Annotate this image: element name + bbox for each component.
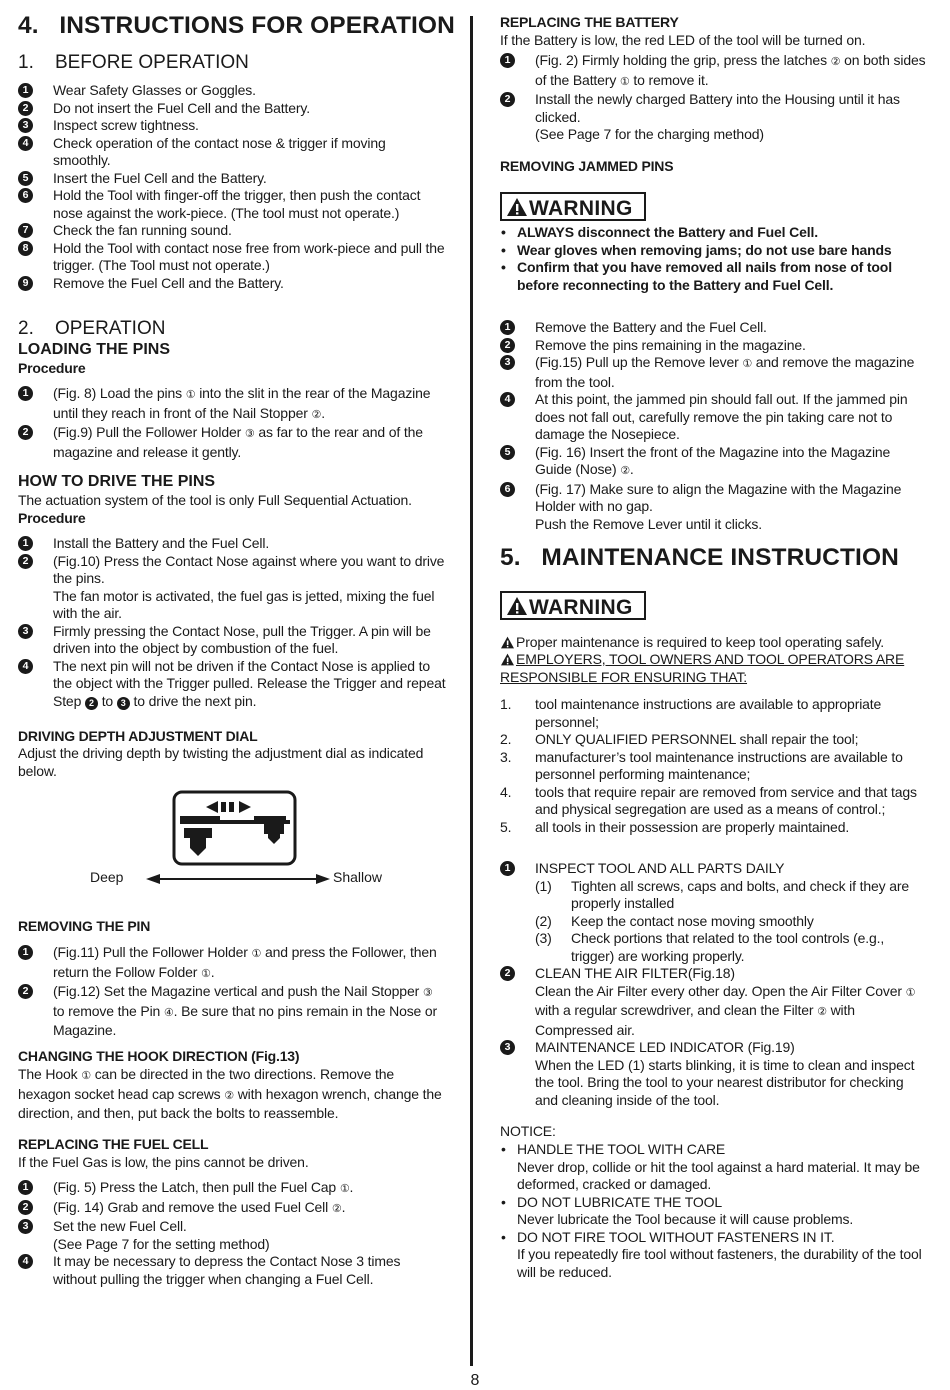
list-item: 1 Install the Battery and the Fuel Cell.	[18, 535, 446, 553]
list-item: 1 Wear Safety Glasses or Goggles.	[18, 82, 446, 100]
list-item: (2) Keep the contact nose moving smoothly	[535, 912, 814, 929]
battery-steps	[500, 52, 930, 144]
list-item: 2 (Fig.12) Set the Magazine vertical and push the Nail Stopper ③ to remove the Pin ④. Be sure that no pins remain in the Nose or Magazine.	[18, 983, 446, 1040]
battery-intro: If the Battery is low, the red LED of the tool will be turned on.	[500, 32, 866, 48]
maintenance-steps	[500, 860, 926, 1109]
section-5-title: 5. MAINTENANCE INSTRUCTION	[500, 544, 899, 571]
drive-intro: The actuation system of the tool is only Full Sequential Actuation.	[18, 492, 412, 508]
hook-direction-title: CHANGING THE HOOK DIRECTION (Fig.13)	[18, 1048, 300, 1064]
list-item: • Wear gloves when removing jams; do not use bare hands	[501, 241, 892, 258]
warning-triangle-icon	[506, 596, 528, 616]
depth-dial-text: Adjust the driving depth by twisting the adjustment dial as indicated below.	[18, 745, 424, 779]
shallow-label: Shallow	[333, 869, 383, 885]
jammed-pins-title: REMOVING JAMMED PINS	[500, 158, 674, 174]
list-item: 6 (Fig. 17) Make sure to align the Magazine with the Magazine Holder with no gap. Push the Remove Lever until it clicks.	[500, 481, 926, 534]
list-item: (3) Check portions that related to the tool controls (e.g., trigger) are working properly.	[535, 930, 885, 964]
list-item: 2 (Fig.9) Pull the Follower Holder ③ as far to the rear and of the magazine and release it gently.	[18, 424, 446, 461]
list-item: 2 (Fig.10) Press the Contact Nose against where you want to drive the pins. The fan motor is activated, the fuel gas is jetted, mixing the fuel with the air.	[18, 553, 446, 623]
list-item: 5. all tools in their possession are properly maintained.	[500, 818, 850, 835]
depth-dial-icon	[172, 790, 297, 866]
list-item: 2 CLEAN THE AIR FILTER(Fig.18) Clean the Air Filter every other day. Open the Air Filter Cover ① with a regular screwdriver, and clean the Filter ② with Compressed air.	[500, 965, 926, 1039]
fuel-cell-title: REPLACING THE FUEL CELL	[18, 1136, 209, 1152]
list-item: 6 Hold the Tool with finger-off the trigger, then push the contact nose against the work-piece. (The tool must not operate.)	[18, 187, 446, 222]
list-item: 1 Remove the Battery and the Fuel Cell.	[500, 319, 926, 337]
list-item: (1) Tighten all screws, caps and bolts, and check if they are properly installed	[535, 877, 909, 911]
deep-label: Deep	[90, 869, 124, 885]
loading-pins-title: LOADING THE PINS	[18, 341, 171, 358]
list-item: 1 INSPECT TOOL AND ALL PARTS DAILY (1) Tighten all screws, caps and bolts, and check if they are properly installed (2) Keep the contact nose moving smoothly (3) Check portions that related to the tool controls (e.g., trigger) are working properly.	[500, 860, 926, 965]
list-item: 5 (Fig. 16) Insert the front of the Magazine into the Magazine Guide (Nose) ②.	[500, 444, 926, 481]
removing-pin-title: REMOVING THE PIN	[18, 918, 151, 934]
warning-triangle-icon	[506, 197, 528, 217]
list-item: 1 (Fig. 8) Load the pins ① into the slit in the rear of the Magazine until they reach in front of the Nail Stopper ②.	[18, 385, 446, 424]
list-item: 3 (Fig.15) Pull up the Remove lever ① and remove the magazine from the tool.	[500, 354, 926, 391]
list-item: • HANDLE THE TOOL WITH CARE Never drop, collide or hit the tool against a hard material. It may be deformed, cracked or damaged.	[501, 1141, 920, 1192]
list-item: 2 Remove the pins remaining in the magazine.	[500, 337, 926, 355]
fuel-cell-steps	[18, 1179, 446, 1288]
column-divider	[470, 16, 473, 1366]
list-item: 1 (Fig. 2) Firmly holding the grip, press the latches ② on both sides of the Battery ① to remove it.	[500, 52, 930, 91]
drive-steps	[18, 535, 446, 710]
list-item: 5 Insert the Fuel Cell and the Battery.	[18, 170, 446, 188]
list-item: 9 Remove the Fuel Cell and the Battery.	[18, 275, 446, 293]
maintenance-warning-box: WARNING	[500, 591, 646, 620]
double-arrow-icon	[146, 872, 330, 886]
list-item: 3 Inspect screw tightness.	[18, 117, 446, 135]
list-item: 4 Check operation of the contact nose & trigger if moving smoothly.	[18, 135, 446, 170]
list-item: • DO NOT LUBRICATE THE TOOL Never lubricate the Tool because it will cause problems.	[501, 1193, 854, 1227]
list-item: 1 (Fig.11) Pull the Follower Holder ① and press the Follower, then return the Follow Folder ①.	[18, 944, 446, 983]
list-item: 2 Install the newly charged Battery into the Housing until it has clicked. (See Page 7 for the charging method)	[500, 91, 930, 144]
loading-steps	[18, 385, 446, 461]
list-item: 2 (Fig. 14) Grab and remove the used Fuel Cell ②.	[18, 1199, 446, 1219]
before-operation-steps	[18, 82, 446, 292]
hook-direction-text: The Hook ① can be directed in the two directions. Remove the hexagon socket head cap screws ② with hexagon wrench, change the direction, and then, put back the bolts to reassemble.	[18, 1066, 442, 1121]
warning-triangle-icon	[500, 653, 515, 666]
notice-list	[500, 1141, 926, 1281]
jammed-warning-list	[500, 224, 930, 294]
list-item: 2 Do not insert the Fuel Cell and the Battery.	[18, 100, 446, 118]
maintenance-line-2: EMPLOYERS, TOOL OWNERS AND TOOL OPERATORS ARE RESPONSIBLE FOR ENSURING THAT:	[500, 651, 905, 685]
maintenance-line-1: Proper maintenance is required to keep tool operating safely.	[500, 634, 940, 652]
list-item: 8 Hold the Tool with contact nose free from work-piece and pull the trigger. (The Tool must not operate.)	[18, 240, 446, 275]
list-item: • DO NOT FIRE TOOL WITHOUT FASTENERS IN IT. If you repeatedly fire tool without fasteners, the durability of the tool will be reduced.	[501, 1228, 922, 1280]
maintenance-responsibility-list	[500, 696, 926, 836]
list-item: 4 It may be necessary to depress the Contact Nose 3 times without pulling the trigger when changing a Fuel Cell.	[18, 1253, 446, 1288]
list-item: 1. tool maintenance instructions are available to appropriate personnel;	[500, 696, 882, 730]
drive-procedure-label: Procedure	[18, 510, 86, 526]
section-4-title: 4. INSTRUCTIONS FOR OPERATION	[18, 12, 455, 39]
inspection-sublist	[535, 878, 926, 966]
list-item: 3. manufacturer’s tool maintenance instructions are available to personnel performing maintenance;	[500, 748, 903, 782]
list-item: 3 Set the new Fuel Cell. (See Page 7 for the setting method)	[18, 1218, 446, 1253]
list-item: 4 The next pin will not be driven if the Contact Nose is applied to the object with the Trigger pulled. Release the Trigger and repeat Step 2 to 3 to drive the next pin.	[18, 658, 446, 711]
list-item: 3 Firmly pressing the Contact Nose, pull the Trigger. A pin will be driven into the object by combustion of the fuel.	[18, 623, 446, 658]
jammed-steps	[500, 319, 926, 533]
drive-pins-title: HOW TO DRIVE THE PINS	[18, 473, 216, 490]
list-item: 3 MAINTENANCE LED INDICATOR (Fig.19) When the LED (1) starts blinking, it is time to clean and inspect the tool. Bring the tool to your nearest distributor for checking and cleaning inside of the tool.	[500, 1039, 926, 1109]
list-item: 7 Check the fan running sound.	[18, 222, 446, 240]
warning-triangle-icon	[500, 636, 515, 649]
list-item: 4 At this point, the jammed pin should fall out. If the jammed pin does not fall out, carefully remove the pin taking care not to damage the Nosepiece.	[500, 391, 926, 444]
removing-pin-steps	[18, 944, 446, 1040]
procedure-label: Procedure	[18, 360, 86, 376]
before-operation-title: 1. BEFORE OPERATION	[18, 52, 249, 73]
fuel-cell-intro: If the Fuel Gas is low, the pins cannot be driven.	[18, 1154, 309, 1170]
warning-box: WARNING	[500, 192, 646, 221]
list-item: 1 (Fig. 5) Press the Latch, then pull the Fuel Cap ①.	[18, 1179, 446, 1199]
list-item: 4. tools that require repair are removed from service and that tags and physical segregation are used as a means of control.;	[500, 783, 917, 817]
page-number: 8	[470, 1372, 480, 1389]
battery-title: REPLACING THE BATTERY	[500, 14, 679, 30]
operation-title: 2. OPERATION	[18, 318, 166, 339]
notice-title: NOTICE:	[500, 1123, 556, 1139]
list-item: 2. ONLY QUALIFIED PERSONNEL shall repair the tool;	[500, 731, 859, 747]
depth-dial-title: DRIVING DEPTH ADJUSTMENT DIAL	[18, 728, 258, 744]
list-item: • ALWAYS disconnect the Battery and Fuel Cell.	[501, 224, 818, 240]
list-item: • Confirm that you have removed all nails from nose of tool before reconnecting to the Battery and Fuel Cell.	[501, 259, 892, 293]
